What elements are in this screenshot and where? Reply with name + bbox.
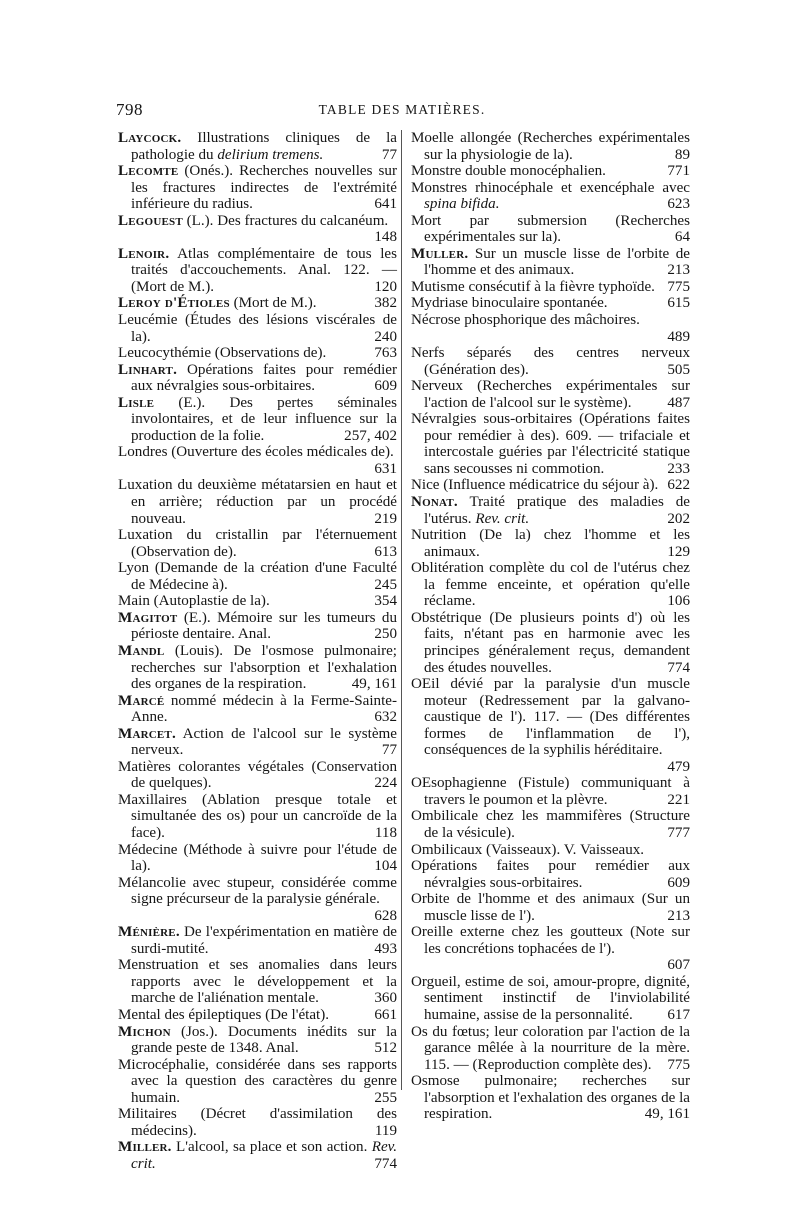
entry-page-ref: 77: [381, 146, 397, 163]
entry-page-ref: 771: [667, 163, 690, 180]
entry-text: (Louis). De l'osmose pulmonaire; recherches sur l'absorption et l'exhalation des organes de la respiration.: [131, 642, 397, 693]
entry-text: Maxillaires (Ablation presque totale et simultanée des os) pour un cancroïde de la face).: [118, 791, 397, 841]
entry-page-ref: 106: [667, 593, 690, 610]
entry-text: Ombilicaux (Vaisseaux). V. Vaisseaux.: [411, 841, 645, 858]
entry-author: Linhart.: [118, 361, 178, 378]
index-entry: [118, 593, 397, 610]
entry-author: Leroy d'Étioles: [118, 295, 230, 312]
entry-text: Osmose pulmonaire; recherches sur l'absorption et l'exhalation des organes de la respiration.: [411, 1073, 690, 1123]
entry-page-ref: 77: [381, 742, 397, 759]
index-entry: [411, 676, 690, 775]
entry-author: Muller.: [411, 245, 469, 262]
index-entry: [411, 1073, 690, 1123]
index-entry: [118, 643, 397, 693]
entry-page-ref: 202: [667, 510, 690, 527]
entry-page-ref: 505: [667, 361, 690, 378]
index-column-right: [411, 130, 690, 1123]
entry-text: Nice (Influence médicatrice du séjour à).: [411, 477, 659, 494]
index-entry: [118, 130, 397, 163]
entry-text: Leucocythémie (Observations de).: [118, 345, 327, 362]
entry-text: L'alcool, sa place et son action.: [171, 1139, 372, 1156]
entry-author: Legouest: [118, 212, 183, 229]
index-entry: [118, 246, 397, 296]
entry-page-ref: 64: [674, 229, 690, 246]
entry-author: Marcet.: [118, 725, 176, 742]
entry-text: Mental des épileptiques (De l'état).: [118, 1006, 330, 1023]
entry-text: Leucémie (Études des lésions viscérales de la).: [118, 312, 397, 345]
entry-text: Névralgies sous-orbitaires (Opérations faites pour remédier à des). 609. — trifaciale et intercostale guéries par l'électricité statique sans secousses ni commotion.: [411, 411, 690, 477]
entry-page-ref: 763: [374, 345, 397, 362]
entry-page-ref: 777: [667, 824, 690, 841]
index-entry: [411, 1024, 690, 1074]
index-entry: [118, 1057, 397, 1107]
entry-page-ref: 493: [374, 940, 397, 957]
entry-text: nommé médecin à la Ferme-Sainte-Anne.: [131, 692, 397, 726]
entry-page-ref: 224: [374, 775, 397, 792]
entry-author: Magitot: [118, 609, 178, 626]
index-entry: [118, 842, 397, 875]
entry-text: Menstruation et ses anomalies dans leurs rapports avec le développement et la marche de l'aliénation mentale.: [118, 957, 397, 1007]
index-entry: [118, 726, 397, 759]
entry-page-ref: 775: [667, 278, 690, 295]
entry-text: Action de l'alcool sur le système nerveux.: [131, 725, 397, 759]
index-entry: [411, 494, 690, 527]
entry-text: Nerveux (Recherches expérimentales sur l'action de l'alcool sur le système).: [411, 378, 690, 411]
entry-page-ref: 213: [667, 262, 690, 279]
entry-text: Opérations faites pour remédier aux névralgies sous-orbitaires.: [131, 361, 397, 395]
entry-text: Monstres rhinocéphale et exencéphale avec: [411, 179, 690, 196]
index-entry: [411, 130, 690, 163]
index-entry: [411, 378, 690, 411]
entry-text: Lyon (Demande de la création d'une Faculté de Médecine à).: [118, 560, 397, 593]
entry-text: OEsophagienne (Fistule) communiquant à travers le poumon et la plèvre.: [411, 775, 690, 808]
column-divider: [401, 130, 402, 1090]
entry-text: Sur un muscle lisse de l'orbite de l'homme et des animaux.: [424, 245, 690, 279]
entry-author: Nonat.: [411, 494, 458, 511]
index-entry: [118, 295, 397, 312]
entry-page-ref: 641: [374, 196, 397, 213]
index-entry: [411, 610, 690, 676]
entry-text: Traité pratique des maladies de l'utérus.: [424, 494, 690, 527]
index-entry: [118, 213, 397, 246]
entry-author: Lenoir.: [118, 245, 170, 262]
index-entry: [411, 213, 690, 246]
entry-text: Luxation du cristallin par l'éternuement (Observation de).: [118, 527, 397, 560]
entry-page-ref: 120: [374, 278, 397, 295]
index-entry: [411, 775, 690, 808]
index-entry: [118, 163, 397, 213]
entry-author: Lisle: [118, 394, 155, 411]
entry-page-ref: 622: [667, 477, 690, 494]
entry-author: Mandl: [118, 642, 165, 659]
entry-page-ref: 354: [374, 593, 397, 610]
entry-italic: Rev. crit.: [475, 510, 530, 527]
entry-text: Médecine (Méthode à suivre pour l'étude de la).: [118, 841, 397, 875]
entry-page-ref: 609: [374, 378, 397, 395]
entry-page-ref: 119: [374, 1122, 397, 1139]
index-entry: [118, 693, 397, 726]
entry-page-ref: 104: [374, 858, 397, 875]
entry-page-ref: 233: [667, 460, 690, 477]
entry-text: Opérations faites pour remédier aux névralgies sous-orbitaires.: [411, 858, 690, 891]
index-entry: [411, 246, 690, 279]
index-entry: [411, 345, 690, 378]
entry-text: Nerfs séparés des centres nerveux (Génération des).: [411, 345, 690, 378]
index-entry: [118, 759, 397, 792]
entry-text: OEil dévié par la paralysie d'un muscle moteur (Redressement par la galvano-caustique de l'). 117. — (Des différentes formes de l'inflammation de l'), conséquences de la syphilis héréditaire.: [411, 676, 690, 759]
entry-page-ref: 89: [674, 146, 690, 163]
entry-author: Lecomte: [118, 163, 179, 180]
entry-page-ref: 255: [374, 1089, 397, 1106]
index-entry: [118, 444, 397, 477]
index-column-left: [118, 130, 397, 1172]
entry-page-ref: 631: [374, 460, 397, 477]
entry-italic: spina bifida.: [424, 196, 500, 213]
entry-text: Ombilicale chez les mammifères (Structure de la vésicule).: [411, 808, 690, 841]
index-entry: [411, 312, 690, 345]
entry-page-ref: 613: [374, 543, 397, 560]
index-entry: [118, 345, 397, 362]
entry-page-ref: 49, 161: [351, 676, 397, 693]
index-entry: [118, 527, 397, 560]
index-entry: [411, 560, 690, 610]
entry-page-ref: 775: [667, 1056, 690, 1073]
entry-page-ref: 479: [667, 758, 690, 775]
index-entry: [411, 842, 690, 859]
index-entry: [118, 610, 397, 643]
index-entry: [411, 808, 690, 841]
entry-page-ref: 245: [374, 576, 397, 593]
entry-text: Moelle allongée (Recherches expérimentales sur la physiologie de la).: [411, 130, 690, 163]
index-entry: [118, 312, 397, 345]
entry-page-ref: 512: [374, 1040, 397, 1057]
entry-page-ref: 118: [374, 824, 397, 841]
index-entry: [411, 295, 690, 312]
entry-page-ref: 774: [374, 1155, 397, 1172]
entry-text: Londres (Ouverture des écoles médicales de).: [118, 444, 394, 461]
index-entry: [411, 858, 690, 891]
entry-text: De l'expérimentation en matière de surdi-mutité.: [131, 924, 397, 957]
index-entry: [411, 924, 690, 974]
entry-author: Ménière.: [118, 924, 180, 941]
index-entry: [411, 279, 690, 296]
entry-page-ref: 487: [667, 394, 690, 411]
entry-text: Militaires (Décret d'assimilation des médecins).: [118, 1106, 397, 1139]
index-entry: [411, 891, 690, 924]
entry-text: Nécrose phosphorique des mâchoires.: [411, 312, 640, 329]
entry-text: (E.). Mémoire sur les tumeurs du périoste dentaire. Anal.: [131, 609, 397, 643]
entry-text: (E.). Des pertes séminales involontaires, et de leur influence sur la production de la folie.: [131, 394, 397, 444]
index-entry: [118, 792, 397, 842]
entry-page-ref: 774: [667, 659, 690, 676]
index-entry: [118, 1139, 397, 1172]
entry-text: Matières colorantes végétales (Conservation de quelques).: [118, 758, 397, 792]
entry-text: Luxation du deuxième métatarsien en haut et en arrière; réduction par un procédé nouveau.: [118, 477, 397, 527]
entry-text: Obstétrique (De plusieurs points d') où les faits, n'étant pas en harmonie avec les principes généralement reçus, demandent des études nouvelles.: [411, 609, 690, 676]
entry-text: Mort par submersion (Recherches expérimentales sur la).: [411, 212, 690, 246]
entry-page-ref: 49, 161: [644, 1106, 690, 1123]
entry-text: Mutisme consécutif à la fièvre typhoïde.: [411, 278, 655, 295]
entry-text: Main (Autoplastie de la).: [118, 593, 270, 610]
entry-italic: delirium tremens.: [217, 146, 324, 163]
entry-text: Mélancolie avec stupeur, considérée comme signe précurseur de la paralysie générale.: [118, 874, 397, 908]
entry-author: Laycock.: [118, 130, 182, 146]
entry-author: Miller.: [118, 1139, 172, 1156]
entry-text: Oblitération complète du col de l'utérus chez la femme enceinte, et opération qu'elle réclame.: [411, 560, 690, 610]
entry-text: Os du fœtus; leur coloration par l'action de la garance mêlée à la nourriture de la mère. 115. — (Reproduction complète des).: [411, 1023, 690, 1073]
entry-page-ref: 623: [667, 196, 690, 213]
index-entry: [118, 560, 397, 593]
index-entry: [118, 1007, 397, 1024]
entry-page-ref: 617: [667, 1006, 690, 1023]
entry-text: Microcéphalie, considérée dans ses rapports avec la question des caractères du genre humain.: [118, 1056, 397, 1106]
entry-text: Oreille externe chez les goutteux (Note sur les concrétions tophacées de l').: [411, 924, 690, 957]
index-entry: [118, 477, 397, 527]
entry-page-ref: 607: [667, 957, 690, 974]
index-entry: [118, 957, 397, 1007]
entry-page-ref: 213: [667, 907, 690, 924]
index-entry: [118, 924, 397, 957]
entry-text: (Onés.). Recherches nouvelles sur les fractures indirectes de l'extrémité inférieure du radius.: [131, 163, 397, 213]
entry-page-ref: 489: [667, 328, 690, 345]
entry-text: (Jos.). Documents inédits sur la grande peste de 1348. Anal.: [131, 1023, 397, 1057]
index-entry: [411, 411, 690, 477]
running-title: TABLE DES MATIÈRES.: [318, 102, 486, 117]
index-entry: [411, 180, 690, 213]
page-number: 798: [116, 100, 143, 119]
entry-text: Illustrations cliniques de la pathologie du: [131, 130, 397, 163]
entry-page-ref: 661: [374, 1006, 397, 1023]
entry-page-ref: 221: [667, 791, 690, 808]
entry-text: Monstre double monocéphalien.: [411, 163, 606, 180]
entry-text: (L.). Des fractures du calcanéum.: [182, 212, 389, 229]
index-entry: [118, 1024, 397, 1057]
entry-page-ref: 250: [374, 626, 397, 643]
entry-page-ref: 632: [374, 709, 397, 726]
entry-page-ref: 609: [667, 874, 690, 891]
index-entry: [118, 395, 397, 445]
page-header: [116, 100, 688, 126]
index-entry: [411, 477, 690, 494]
entry-author: Marcé: [118, 692, 165, 709]
entry-text: Atlas complémentaire de tous les traités d'accouchements. Anal. 122. — (Mort de M.).: [131, 245, 397, 295]
entry-page-ref: 360: [374, 990, 397, 1007]
entry-author: Michon: [118, 1023, 171, 1040]
index-entry: [118, 362, 397, 395]
index-entry: [118, 875, 397, 925]
entry-text: (Mort de M.).: [229, 295, 317, 312]
index-entry: [118, 1106, 397, 1139]
entry-page-ref: 148: [374, 229, 397, 246]
index-entry: [411, 163, 690, 180]
entry-text: Orgueil, estime de soi, amour-propre, dignité, sentiment instinctif de l'inviolabilité humaine, assise de la personnalité.: [411, 973, 690, 1023]
entry-page-ref: 129: [667, 543, 690, 560]
entry-page-ref: 257, 402: [344, 427, 397, 444]
entry-page-ref: 382: [374, 295, 397, 312]
index-entry: [411, 974, 690, 1024]
entry-page-ref: 628: [374, 907, 397, 924]
entry-italic: Rev. crit.: [131, 1139, 397, 1172]
entry-text: Nutrition (De la) chez l'homme et les animaux.: [411, 527, 690, 560]
entry-page-ref: 219: [374, 510, 397, 527]
entry-text: Mydriase binoculaire spontanée.: [411, 295, 608, 312]
entry-page-ref: 615: [667, 295, 690, 312]
entry-text: Orbite de l'homme et des animaux (Sur un muscle lisse de l').: [411, 891, 690, 924]
entry-page-ref: 240: [374, 328, 397, 345]
index-entry: [411, 527, 690, 560]
